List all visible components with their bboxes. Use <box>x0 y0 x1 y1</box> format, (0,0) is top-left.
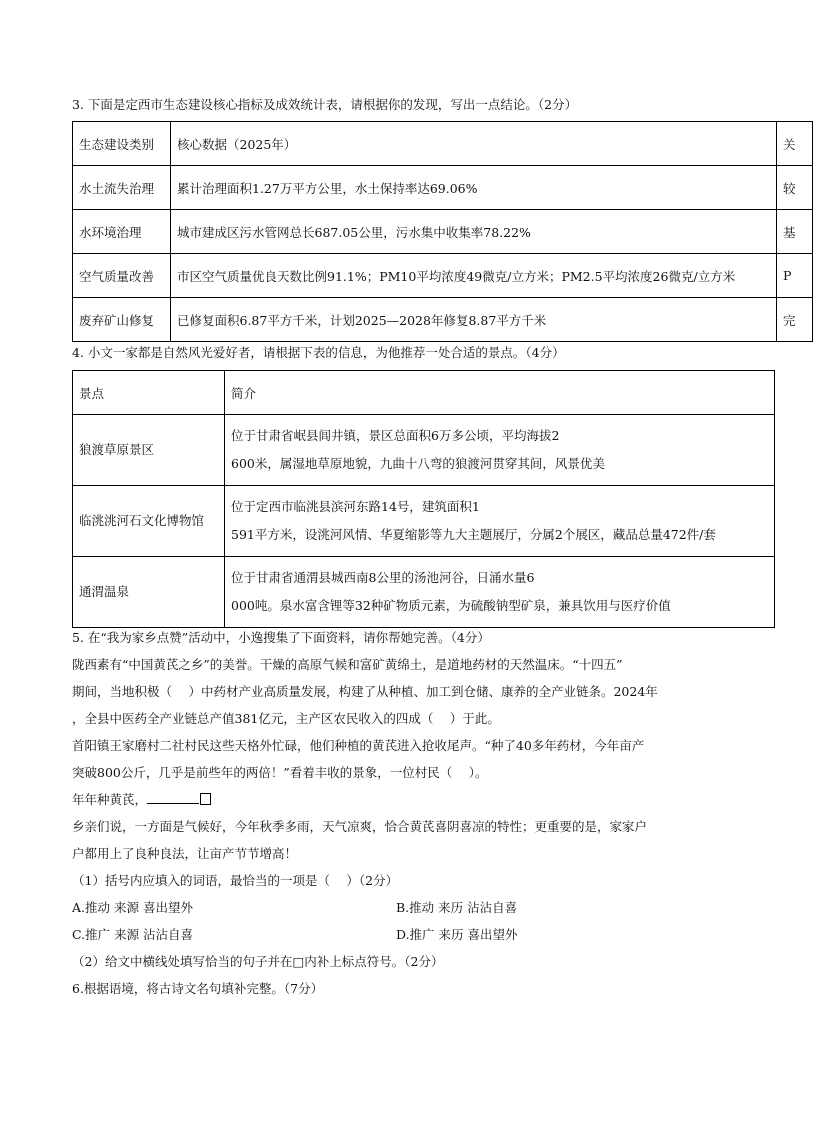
option-a: A.推动 来源 喜出望外 <box>72 900 193 915</box>
passage-line: 陇西素有“中国黄芪之乡”的美誉。干燥的高原气候和富矿黄绵土，是道地药材的天然温床。“十四五” <box>72 657 623 672</box>
table-row <box>73 298 813 342</box>
passage-line: 突破800公斤，几乎是前些年的两倍！”看着丰收的景象，一位村民（ ）。 <box>72 765 488 780</box>
spot-name: 狼渡草原景区 <box>73 415 225 486</box>
table-row <box>73 210 813 254</box>
spot-description <box>225 557 775 628</box>
table-row <box>73 486 775 557</box>
table-row <box>73 166 813 210</box>
q4-prompt: 4. 小文一家都是自然风光爱好者，请根据下表的信息，为他推荐一处合适的景点。（4分） <box>72 345 565 360</box>
table-cell: 水土流失治理 <box>73 166 171 210</box>
table-row <box>73 557 775 628</box>
spot-description <box>225 486 775 557</box>
table-cell: 累计治理面积1.27万平方公里，水土保持率达69.06% <box>171 166 777 210</box>
table-row <box>73 415 775 486</box>
passage-line: 期间，当地积极（ ）中药材产业高质量发展，构建了从种植、加工到仓储、康养的全产业链条。2024年 <box>72 684 658 699</box>
spot-description <box>225 415 775 486</box>
table-cell: 城市建成区污水管网总长687.05公里，污水集中收集率78.22% <box>171 210 777 254</box>
description-line: 000吨。泉水富含锂等32种矿物质元素，为硫酸钠型矿泉，兼具饮用与医疗价值 <box>231 598 671 613</box>
table-cell: 空气质量改善 <box>73 254 171 298</box>
table-cell: 较 <box>777 166 813 210</box>
punctuation-box[interactable] <box>200 793 211 805</box>
table-cell: 市区空气质量优良天数比例91.1%；PM10平均浓度49微克/立方米；PM2.5平均浓度26微克/立方米 <box>171 254 777 298</box>
sub-question-2: （2）给文中横线处填写恰当的句子并在□内补上标点符号。（2分） <box>72 954 444 969</box>
passage-line: 乡亲们说，一方面是气候好，今年秋季多雨，天气凉爽，恰合黄芪喜阴喜凉的特性；更重要的是，家家户 <box>72 819 648 834</box>
table-cell: 水环境治理 <box>73 210 171 254</box>
table-cell: 基 <box>777 210 813 254</box>
q5-prompt: 5. 在“我为家乡点赞”活动中，小逸搜集了下面资料，请你帮她完善。（4分） <box>72 630 490 645</box>
table-header: 关 <box>777 122 813 166</box>
table-row <box>73 254 813 298</box>
table-header: 核心数据（2025年） <box>171 122 777 166</box>
sub-question-1: （1）括号内应填入的词语，最恰当的一项是（ ）（2分） <box>72 873 399 888</box>
option-d: D.推广 来历 喜出望外 <box>396 927 518 942</box>
description-line: 位于甘肃省通渭县城西南8公里的汤池河谷，日涌水量6 <box>231 570 535 585</box>
spot-name: 临洮洮河石文化博物馆 <box>73 486 225 557</box>
table-header: 景点 <box>73 371 225 415</box>
passage-line: ，全县中医药全产业链总产值381亿元，主产区农民收入的四成（ ）于此。 <box>72 711 500 726</box>
table-header: 生态建设类别 <box>73 122 171 166</box>
table-cell: 完 <box>777 298 813 342</box>
table-header-row <box>73 122 813 166</box>
table-cell: P <box>777 254 813 298</box>
q6-prompt: 6.根据语境，将古诗文名句填补完整。（7分） <box>72 981 324 996</box>
ecology-table <box>72 121 813 342</box>
q3-prompt: 3. 下面是定西市生态建设核心指标及成效统计表，请根据你的发现，写出一点结论。（2分） <box>72 97 578 112</box>
description-line: 591平方米，设洮河风情、华夏缩影等九大主题展厅，分属2个展区，藏品总量472件/套 <box>231 527 716 542</box>
passage-text: 年年种黄芪， <box>72 792 148 807</box>
spot-name: 通渭温泉 <box>73 557 225 628</box>
passage-line: 首阳镇王家磨村二社村民这些天格外忙碌，他们种植的黄芪进入抢收尾声。“种了40多年药材，今年亩产 <box>72 738 645 753</box>
table-cell: 废弃矿山修复 <box>73 298 171 342</box>
option-b: B.推动 来历 沾沾自喜 <box>396 900 518 915</box>
passage-blank-line <box>72 791 211 809</box>
description-line: 600米，属湿地草原地貌，九曲十八弯的狼渡河贯穿其间，风景优美 <box>231 456 605 471</box>
table-header: 简介 <box>225 371 775 415</box>
table-header-row <box>73 371 775 415</box>
scenic-spot-table <box>72 370 775 628</box>
description-line: 位于定西市临洮县滨河东路14号，建筑面积1 <box>231 499 480 514</box>
table-cell: 已修复面积6.87平方千米，计划2025—2028年修复8.87平方千米 <box>171 298 777 342</box>
description-line: 位于甘肃省岷县闾井镇，景区总面积6万多公顷，平均海拔2 <box>231 428 560 443</box>
passage-line: 户都用上了良种良法，让亩产节节增高！ <box>72 846 298 861</box>
option-c: C.推广 来源 沾沾自喜 <box>72 927 194 942</box>
fill-in-blank[interactable] <box>147 791 199 804</box>
